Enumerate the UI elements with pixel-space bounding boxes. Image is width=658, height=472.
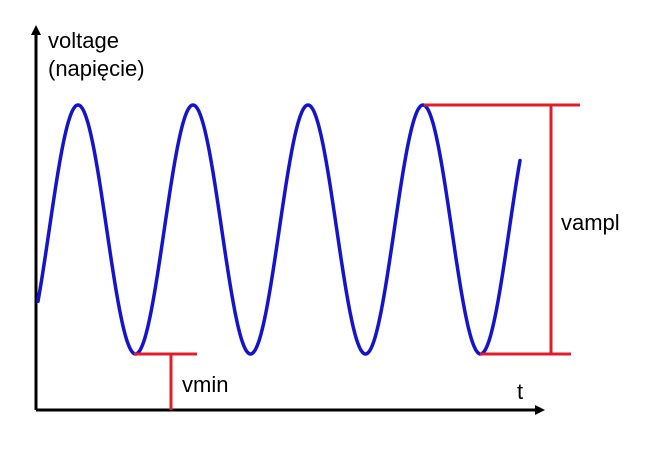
amplitude-label: vampl xyxy=(561,210,620,235)
x-axis-label: t xyxy=(517,379,524,404)
y-axis-label-line1: voltage xyxy=(48,28,119,53)
minimum-label: vmin xyxy=(182,372,229,397)
y-axis-label-line2: (napięcie) xyxy=(48,56,145,81)
sine-wave-signal xyxy=(38,105,520,354)
